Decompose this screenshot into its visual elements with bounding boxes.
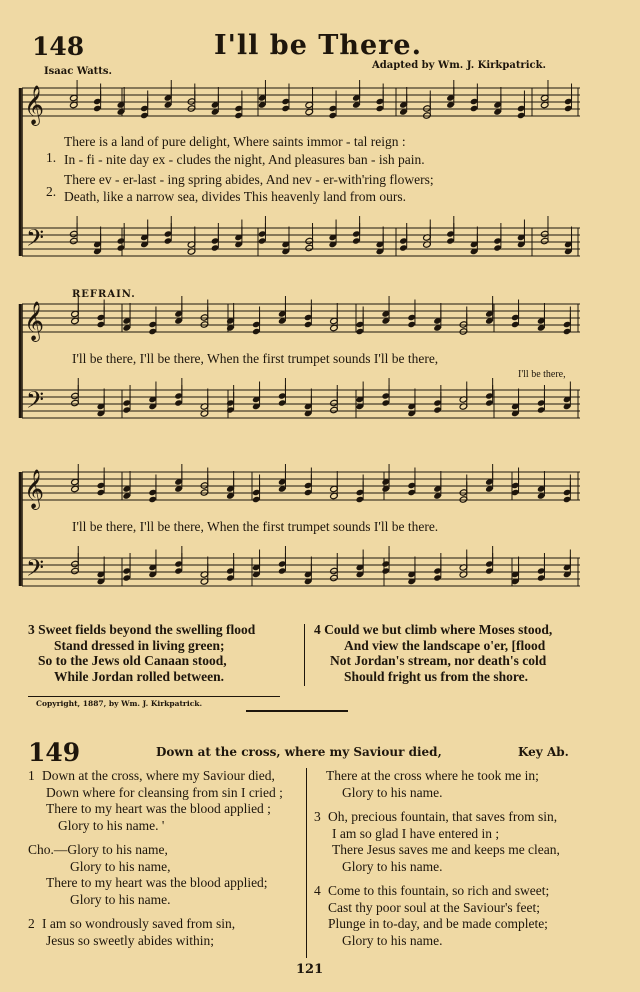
stanza-number-2: 2.	[46, 184, 57, 199]
hymn-149-right-line	[314, 859, 624, 876]
hymn-149-right-line-text: Glory to his name.	[342, 858, 443, 874]
hymn-149-left-line	[28, 916, 298, 933]
hymn-148-title: I'll be There.	[214, 30, 422, 61]
stanza-number-1: 1.	[46, 150, 57, 165]
hymn-149-left-line	[28, 842, 298, 859]
hymn-149-right-line-text: There at the cross where he took me in;	[326, 768, 539, 783]
hymn-149-right-line	[314, 842, 624, 859]
verse-3-line-3: So to the Jews old Canaan stood,	[38, 653, 227, 668]
verse-3	[28, 622, 255, 684]
hymn-149-right-line-text: Glory to his name.	[342, 784, 443, 800]
hymn-149-left-line	[28, 859, 298, 876]
hymn-149-right-line	[314, 785, 624, 802]
verse-3-line-1: Sweet fields beyond the swelling flood	[38, 622, 256, 637]
verse-3-line-2: Stand dressed in living green;	[54, 637, 225, 653]
page-number: 121	[296, 962, 324, 977]
refrain-label: REFRAIN.	[72, 289, 136, 300]
lyric-line-2: In - fi - nite day ex - cludes the night, And pleasures ban - ish pain.	[64, 152, 425, 167]
hymn-149-left-line-text: Jesus so sweetly abides within;	[46, 932, 214, 948]
verse-4-line-3: Not Jordan's stream, nor death's cold	[330, 653, 547, 668]
hymn-148-author: Isaac Watts.	[44, 66, 113, 77]
hymn-149-left-line-text: Glory to his name,	[67, 842, 168, 857]
hymn-149-left-column	[28, 768, 298, 949]
hymn-149-left-line-number: Cho.—	[28, 842, 68, 857]
hymn-149-right-line	[314, 875, 624, 883]
hymn-149-right-line	[314, 826, 624, 843]
section-divider	[246, 710, 348, 712]
hymn-149-left-line-number: 1	[28, 768, 35, 783]
hymn-149-right-line-text: I am so glad I have entered in ;	[332, 825, 500, 841]
refrain-line-2: I'll be there, I'll be there, When the first trumpet sounds I'll be there.	[72, 519, 439, 534]
hymn-149-right-line	[314, 809, 624, 826]
hymn-149-right-line-text: Come to this fountain, so rich and sweet;	[328, 883, 550, 898]
verse-3-number: 3	[28, 622, 35, 637]
hymn-149-right-line	[314, 768, 624, 785]
hymn-149-right-line-text: Plunge in to-day, and be made complete;	[328, 916, 548, 931]
verse-3-line-4: While Jordan rolled between.	[54, 668, 224, 684]
hymn-149-left-line	[28, 801, 298, 818]
hymn-149-left-line-text: Down at the cross, where my Saviour died,	[42, 768, 275, 783]
lyric-line-1: There is a land of pure delight, Where saints immor - tal reign :	[64, 134, 406, 149]
verse-4-number: 4	[314, 622, 321, 637]
hymn-149-column-divider	[306, 768, 307, 958]
refrain-echo: I'll be there,	[518, 369, 566, 380]
verse-divider	[304, 624, 305, 686]
hymn-149-left-line-text: Down where for cleansing from sin I cried ;	[46, 784, 283, 800]
clef-icon: 𝄢	[26, 224, 45, 257]
hymn-149-title: Down at the cross, where my Saviour died,	[156, 745, 442, 759]
hymn-149-left-line	[28, 785, 298, 802]
lyric-line-3: There ev - er-last - ing spring abides, And nev - er-with'ring flowers;	[64, 172, 434, 187]
hymn-149-left-line	[28, 818, 298, 835]
hymn-149-right-line-text: Cast thy poor soul at the Saviour's feet;	[328, 899, 541, 915]
hymn-149-left-line	[28, 933, 298, 950]
hymn-149-right-line	[314, 916, 624, 933]
verse-4-line-4: Should fright us from the shore.	[344, 668, 529, 684]
hymn-149-left-line	[28, 908, 298, 916]
clef-icon: 𝄢	[26, 554, 45, 587]
hymn-149-right-line	[314, 900, 624, 917]
hymn-149-left-line-text: I am so wondrously saved from sin,	[42, 916, 236, 931]
hymn-149-right-line-number: 3	[314, 809, 321, 824]
hymn-149-left-line-text: Glory to his name,	[70, 858, 171, 874]
hymn-149-left-line-text: Glory to his name.	[70, 891, 171, 907]
clef-icon: 𝄞	[24, 301, 45, 341]
hymn-149-left-line	[28, 875, 298, 892]
hymn-149-left-line	[28, 834, 298, 842]
hymn-149-left-line-number: 2	[28, 916, 35, 931]
hymn-148-number: 148	[32, 32, 85, 61]
hymn-149-right-line-text: Glory to his name.	[342, 932, 443, 948]
hymn-149-right-line	[314, 883, 624, 900]
hymn-149-right-line-number: 4	[314, 883, 321, 898]
verse-4	[314, 622, 552, 684]
hymn-149-left-line	[28, 768, 298, 785]
hymn-149-number: 149	[28, 738, 81, 767]
verse-4-line-1: Could we but climb where Moses stood,	[324, 622, 553, 637]
clef-icon: 𝄞	[24, 469, 45, 509]
hymn-148-arranger: Adapted by Wm. J. Kirkpatrick.	[372, 60, 546, 71]
hymn-149-left-line-text: There to my heart was the blood applied ;	[46, 801, 271, 816]
verse-4-line-2: And view the landscape o'er, [flood	[344, 637, 546, 653]
hymn-149-right-column	[314, 768, 624, 949]
lyric-line-4: Death, like a narrow sea, divides This heavenly land from ours.	[64, 189, 407, 204]
hymn-149-left-line-text: There to my heart was the blood applied;	[46, 875, 268, 890]
hymn-149-left-line	[28, 892, 298, 909]
hymn-149-right-line	[314, 933, 624, 950]
refrain-line-1: I'll be there, I'll be there, When the first trumpet sounds I'll be there,	[72, 351, 439, 366]
copyright: Copyright, 1887, by Wm. J. Kirkpatrick.	[36, 699, 203, 708]
clef-icon: 𝄞	[24, 85, 45, 125]
hymn-149-right-line-text: Oh, precious fountain, that saves from sin,	[328, 809, 558, 824]
hymn-149-right-line	[314, 801, 624, 809]
hymn-149-right-line-text: There Jesus saves me and keeps me clean,	[332, 842, 560, 857]
hymn-149-key: Key Ab.	[518, 745, 569, 759]
hymn-149-left-line-text: Glory to his name. '	[58, 817, 165, 833]
clef-icon: 𝄢	[26, 386, 45, 419]
copyright-rule	[28, 696, 280, 697]
